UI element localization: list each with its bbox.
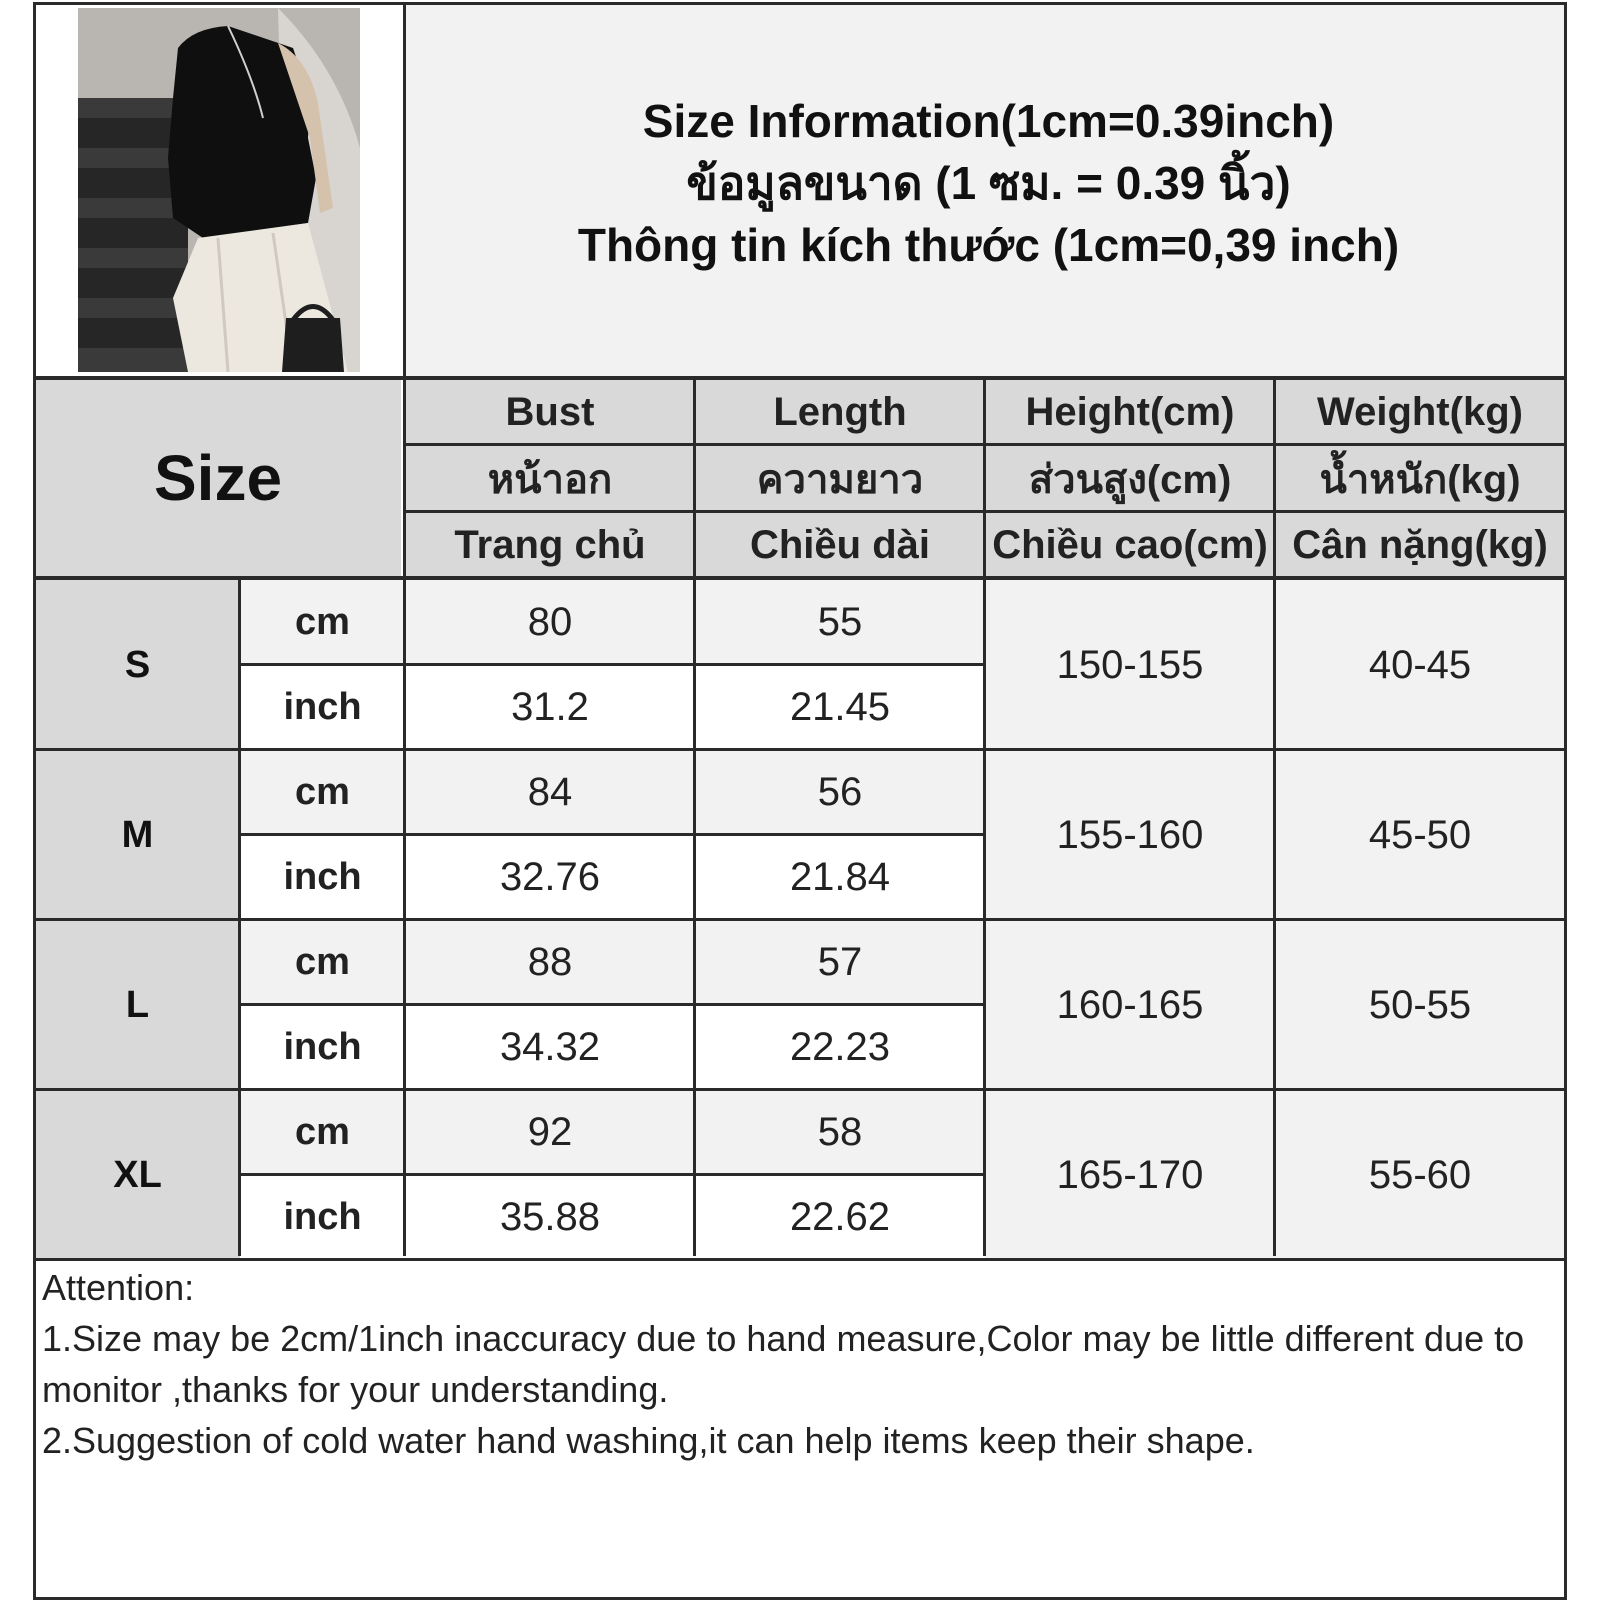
grid-line (403, 376, 406, 1256)
grid-line (403, 2, 406, 380)
column-header-0-en: Bust (405, 380, 695, 445)
grid-line (33, 2, 1567, 5)
length-cm-value: 56 (695, 750, 985, 835)
unit-inch-label: inch (283, 856, 362, 898)
length-cm-value: 55 (695, 580, 985, 665)
attention-notes (42, 1262, 1562, 1466)
unit-cm-label: cm (240, 580, 405, 665)
weight-range-value: 50-55 (1275, 920, 1565, 1090)
column-header-2-th: ส่วนสูง(cm) (985, 445, 1275, 512)
length-inch-value: 21.45 (789, 685, 891, 729)
grid-line (33, 918, 1567, 921)
column-header-1-th: ความยาว (695, 445, 985, 512)
bust-cm-value: 92 (405, 1090, 695, 1175)
grid-line (33, 2, 36, 1600)
grid-line (1273, 376, 1276, 1256)
height-range-value: 150-155 (985, 580, 1275, 750)
bust-inch-value: 31.2 (511, 685, 589, 729)
length-inch-value: 21.84 (789, 855, 891, 899)
length-inch-value: 22.23 (789, 1025, 891, 1069)
grid-line (1564, 2, 1567, 1600)
size-label: L (35, 920, 240, 1090)
bust-inch-value: 34.32 (499, 1025, 601, 1069)
grid-line (33, 1258, 1567, 1261)
column-header-2-en: Height(cm) (985, 380, 1275, 445)
height-range-value: 165-170 (985, 1090, 1275, 1260)
unit-inch-label: inch (283, 1026, 362, 1068)
grid-line (33, 748, 1567, 751)
column-header-0-vi: Trang chủ (405, 512, 695, 578)
size-information-title (407, 90, 1570, 276)
column-header-3-th: น้ำหนัก(kg) (1275, 445, 1565, 512)
bust-cm-value: 88 (405, 920, 695, 1005)
length-cm-value: 57 (695, 920, 985, 1005)
grid-line (238, 576, 241, 1256)
unit-inch-label: inch (283, 1196, 362, 1238)
unit-cm-label: cm (240, 920, 405, 1005)
title-line-vi: Thông tin kích thước (1cm=0,39 inch) (577, 219, 1400, 271)
grid-line (33, 376, 1567, 380)
column-header-2-vi: Chiều cao(cm) (985, 512, 1275, 578)
product-photo (78, 8, 360, 372)
notes-heading: Attention: (42, 1267, 195, 1308)
weight-range-value: 55-60 (1275, 1090, 1565, 1260)
length-inch-value: 22.62 (789, 1195, 891, 1239)
column-header-1-vi: Chiều dài (695, 512, 985, 578)
grid-line (693, 376, 696, 1256)
height-range-value: 160-165 (985, 920, 1275, 1090)
size-label: M (35, 750, 240, 920)
weight-range-value: 40-45 (1275, 580, 1565, 750)
title-line-en: Size Information(1cm=0.39inch) (642, 95, 1335, 147)
column-header-3-en: Weight(kg) (1275, 380, 1565, 445)
unit-inch-label: inch (283, 686, 362, 728)
size-label: XL (35, 1090, 240, 1260)
title-line-th: ข้อมูลขนาด (1 ซม. = 0.39 นิ้ว) (686, 157, 1291, 209)
grid-line (238, 1003, 985, 1006)
grid-line (238, 1173, 985, 1176)
unit-cm-label: cm (240, 750, 405, 835)
bust-inch-value: 32.76 (499, 855, 601, 899)
grid-line (983, 376, 986, 1256)
note-item-2: 2.Suggestion of cold water hand washing,it can help items keep their shape. (42, 1420, 1255, 1461)
height-range-value: 155-160 (985, 750, 1275, 920)
column-header-1-en: Length (695, 380, 985, 445)
bust-cm-value: 84 (405, 750, 695, 835)
grid-line (33, 576, 1567, 580)
size-column-header: Size (35, 380, 401, 576)
note-item-1: 1.Size may be 2cm/1inch inaccuracy due to hand measure,Color may be little different due to monitor ,thanks for your understanding. (42, 1318, 1525, 1410)
bust-cm-value: 80 (405, 580, 695, 665)
weight-range-value: 45-50 (1275, 750, 1565, 920)
grid-line (238, 833, 985, 836)
size-label: S (35, 580, 240, 750)
length-cm-value: 58 (695, 1090, 985, 1175)
column-header-3-vi: Cân nặng(kg) (1275, 512, 1565, 578)
grid-line (238, 663, 985, 666)
bust-inch-value: 35.88 (499, 1195, 601, 1239)
column-header-0-th: หน้าอก (405, 445, 695, 512)
grid-line (33, 1088, 1567, 1091)
unit-cm-label: cm (240, 1090, 405, 1175)
